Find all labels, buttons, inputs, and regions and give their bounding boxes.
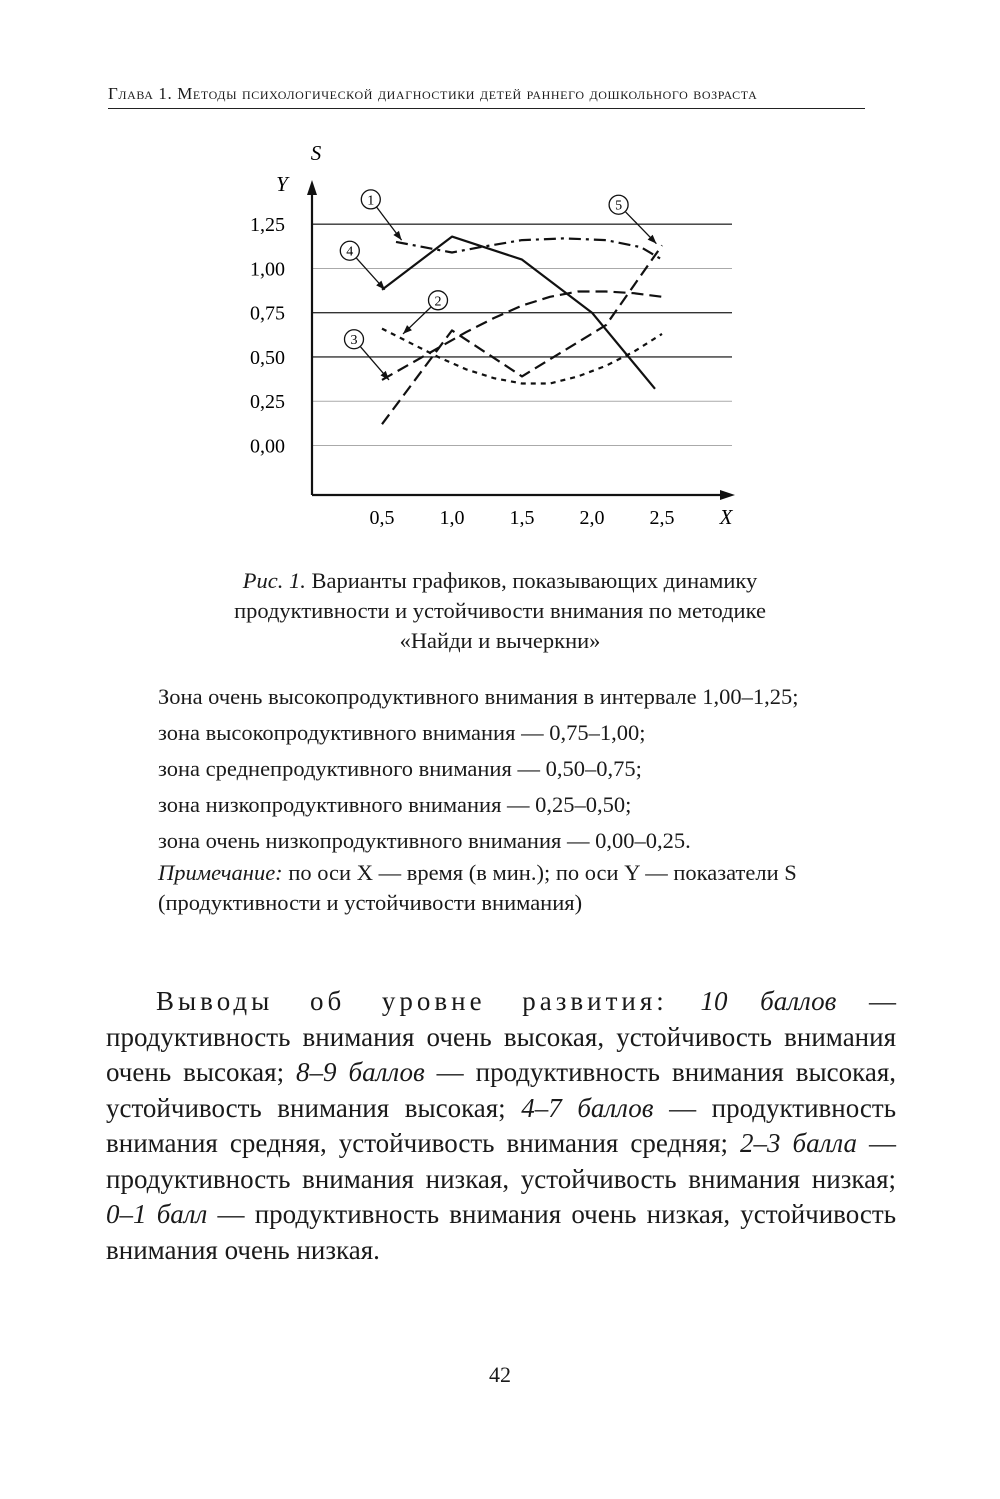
marker-label-5: 5	[615, 198, 623, 214]
header-rule	[108, 108, 865, 109]
x-axis-arrow	[720, 490, 735, 500]
zone-low: зона низкопродуктивного внимания — 0,25–0,50;	[158, 792, 632, 817]
axis-label-x: X	[719, 505, 733, 529]
score-10-text: — продуктивность внимания очень высокая, устойчивость внимания очень высокая;	[106, 986, 897, 1087]
y-tick-label: 0,00	[250, 435, 285, 458]
zone-very-high: Зона очень высокопродуктивного внимания в интервале 1,00–1,25;	[158, 684, 799, 709]
score-4-7-text: — продуктивность внимания средняя, устойчивость внимания средняя;	[106, 1092, 897, 1158]
score-0-1-text: — продуктивность внимания очень низкая, устойчивость внимания очень низкая.	[106, 1199, 897, 1265]
axis-label-y: Y	[276, 172, 288, 196]
score-0-1: 0–1 балл	[106, 1199, 208, 1229]
y-tick-label: 1,25	[250, 214, 285, 237]
x-tick-label: 1,5	[509, 507, 535, 529]
marker-label-4: 4	[346, 244, 354, 260]
x-tick-label: 0,5	[369, 507, 395, 529]
score-8-9-text: — продуктивность внимания высокая, устойчивость внимания высокая;	[106, 1057, 896, 1123]
x-tick-label: 2,0	[579, 507, 605, 529]
zones-list	[158, 682, 898, 924]
note	[158, 858, 898, 918]
zone-very-low: зона очень низкопродуктивного внимания — 0,00–0,25.	[158, 828, 691, 853]
y-tick-label: 0,25	[250, 391, 285, 414]
marker-label-1: 1	[367, 193, 375, 209]
caption-lead: Рис. 1.	[242, 568, 306, 593]
axis-label-s: S	[310, 141, 322, 165]
series-line-5	[382, 245, 662, 424]
note-label: Примечание:	[158, 860, 283, 885]
running-header: Глава 1. Методы психологической диагностики детей раннего дошкольного возраста	[108, 84, 758, 103]
marker-label-3: 3	[350, 333, 358, 349]
zone-high: зона высокопродуктивного внимания — 0,75–1,00;	[158, 720, 646, 745]
caption-line-2: продуктивности и устойчивости внимания по методике	[234, 598, 766, 623]
x-tick-label: 1,0	[439, 507, 465, 529]
x-tick-label: 2,5	[649, 507, 675, 529]
marker-label-2: 2	[434, 294, 442, 310]
y-axis-arrow	[307, 180, 317, 195]
figure-chart	[230, 140, 750, 540]
score-8-9: 8–9 баллов	[296, 1057, 425, 1087]
score-10: 10 баллов	[700, 986, 837, 1016]
zone-medium: зона среднепродуктивного внимания — 0,50–0,75;	[158, 756, 642, 781]
score-4-7: 4–7 баллов	[521, 1092, 654, 1123]
caption-line-1: Варианты графиков, показывающих динамику	[311, 568, 758, 593]
figure-caption	[150, 566, 850, 656]
score-2-3: 2–3 балла	[740, 1128, 857, 1158]
conclusions-paragraph	[106, 984, 896, 1268]
y-tick-label: 0,75	[250, 302, 285, 325]
y-tick-label: 1,00	[250, 258, 285, 281]
note-text: по оси X — время (в мин.); по оси Y — показатели S (продуктивности и устойчивости внимания)	[158, 860, 797, 915]
marker-arrowhead-1	[393, 231, 401, 240]
y-tick-label: 0,50	[250, 346, 285, 369]
conclusions-lead: Выводы об уровне развития:	[156, 986, 668, 1016]
page-number: 42	[489, 1362, 511, 1387]
series-line-3	[382, 292, 662, 380]
score-2-3-text: — продуктивность внимания низкая, устойчивость внимания низкая;	[106, 1128, 896, 1194]
caption-line-3: «Найди и вычеркни»	[399, 628, 601, 653]
